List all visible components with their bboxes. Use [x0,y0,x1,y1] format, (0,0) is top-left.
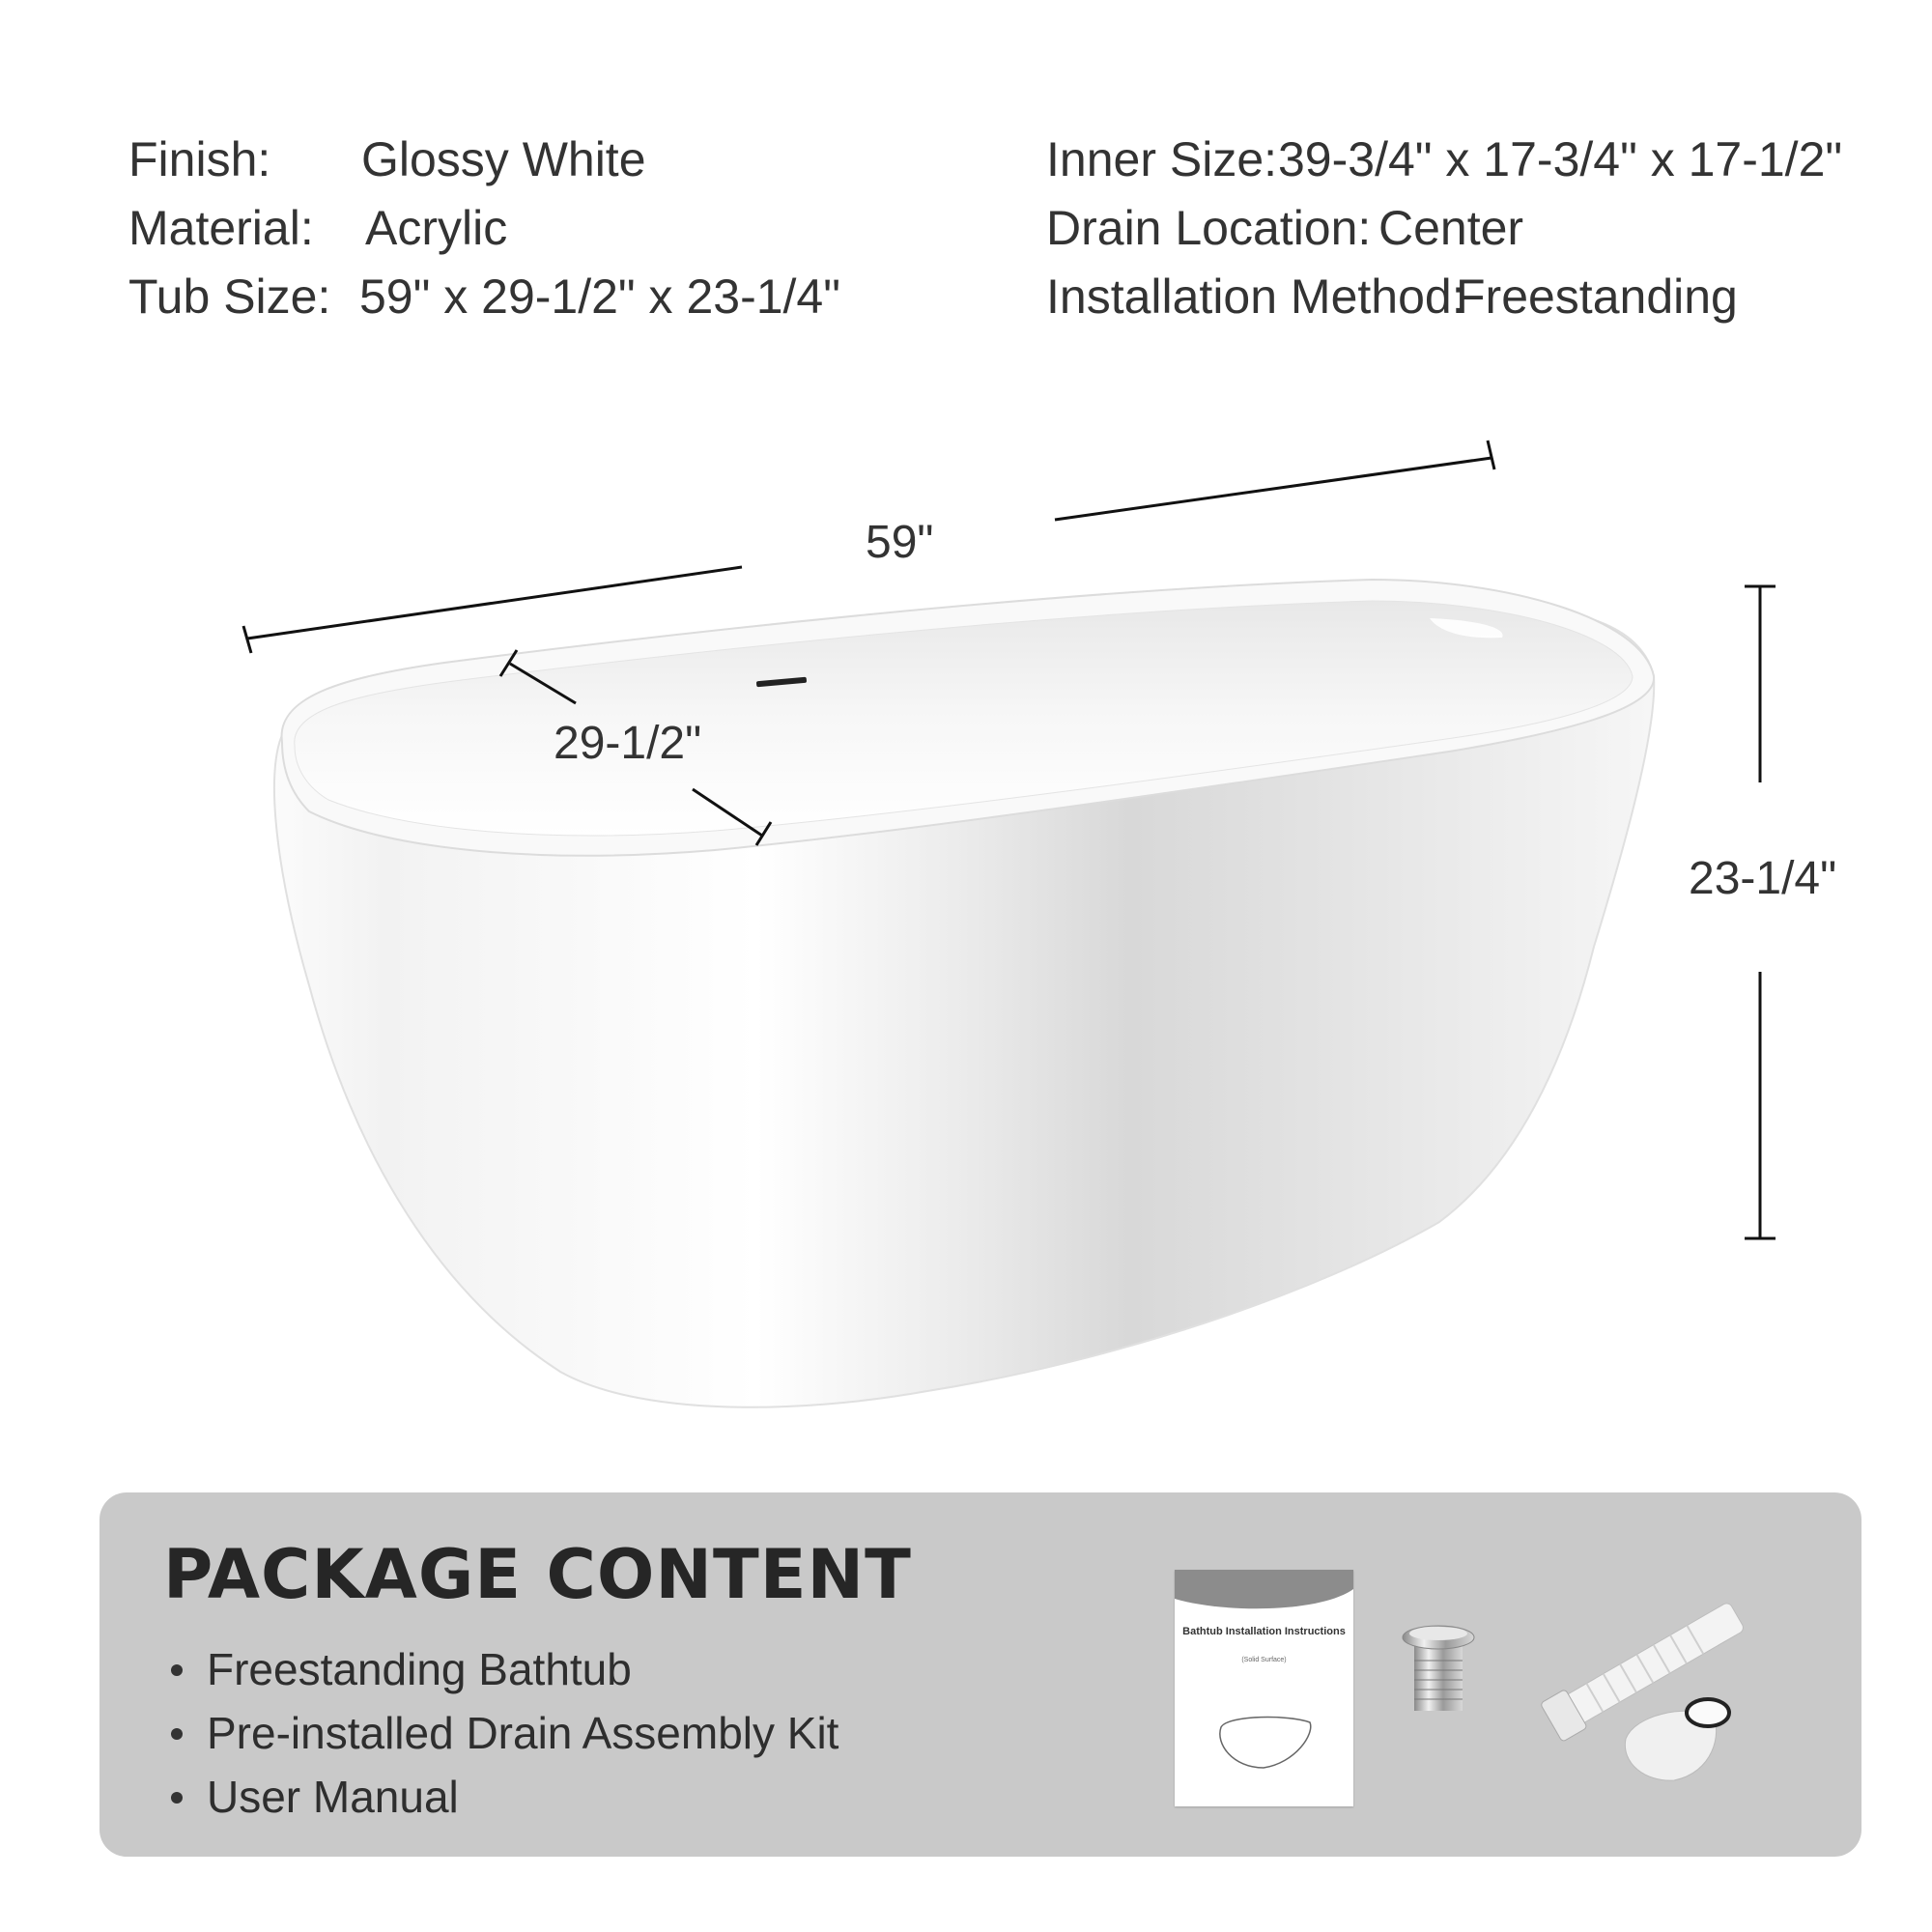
manual-title: Bathtub Installation Instructions [1182,1626,1346,1637]
package-content-title: PACKAGE CONTENT [163,1535,912,1614]
package-content-list [163,1637,838,1829]
installation-method-label: Installation Method: [1046,270,1465,324]
height-dimension-label: 23-1/4" [1689,853,1837,904]
list-item: Pre-installed Drain Assembly Kit [163,1701,838,1765]
list-item: Freestanding Bathtub [163,1637,838,1701]
material-value: Acrylic [365,201,508,255]
drain-hose-image [1529,1579,1780,1792]
drain-stopper-image [1401,1622,1476,1715]
user-manual-image [1175,1570,1353,1806]
tub-size-value: 59" x 29-1/2" x 23-1/4" [359,270,840,324]
manual-subtitle: (Solid Surface) [1241,1657,1287,1663]
inner-size-label: Inner Size: [1046,132,1278,186]
height-dimension-line [1745,586,1776,1238]
drain-location-label: Drain Location: [1046,201,1372,255]
drain-location-value: Center [1378,201,1524,255]
finish-value: Glossy White [361,132,646,186]
material-label: Material: [128,201,314,255]
installation-method-value: Freestanding [1456,270,1738,324]
inner-size-value: 39-3/4" x 17-3/4" x 17-1/2" [1278,132,1843,186]
list-item: User Manual [163,1765,838,1829]
tub-size-label: Tub Size: [128,270,331,324]
length-dimension-label: 59" [866,517,934,568]
finish-label: Finish: [128,132,271,186]
width-dimension-label: 29-1/2" [554,718,702,769]
package-content-panel [99,1492,1861,1857]
